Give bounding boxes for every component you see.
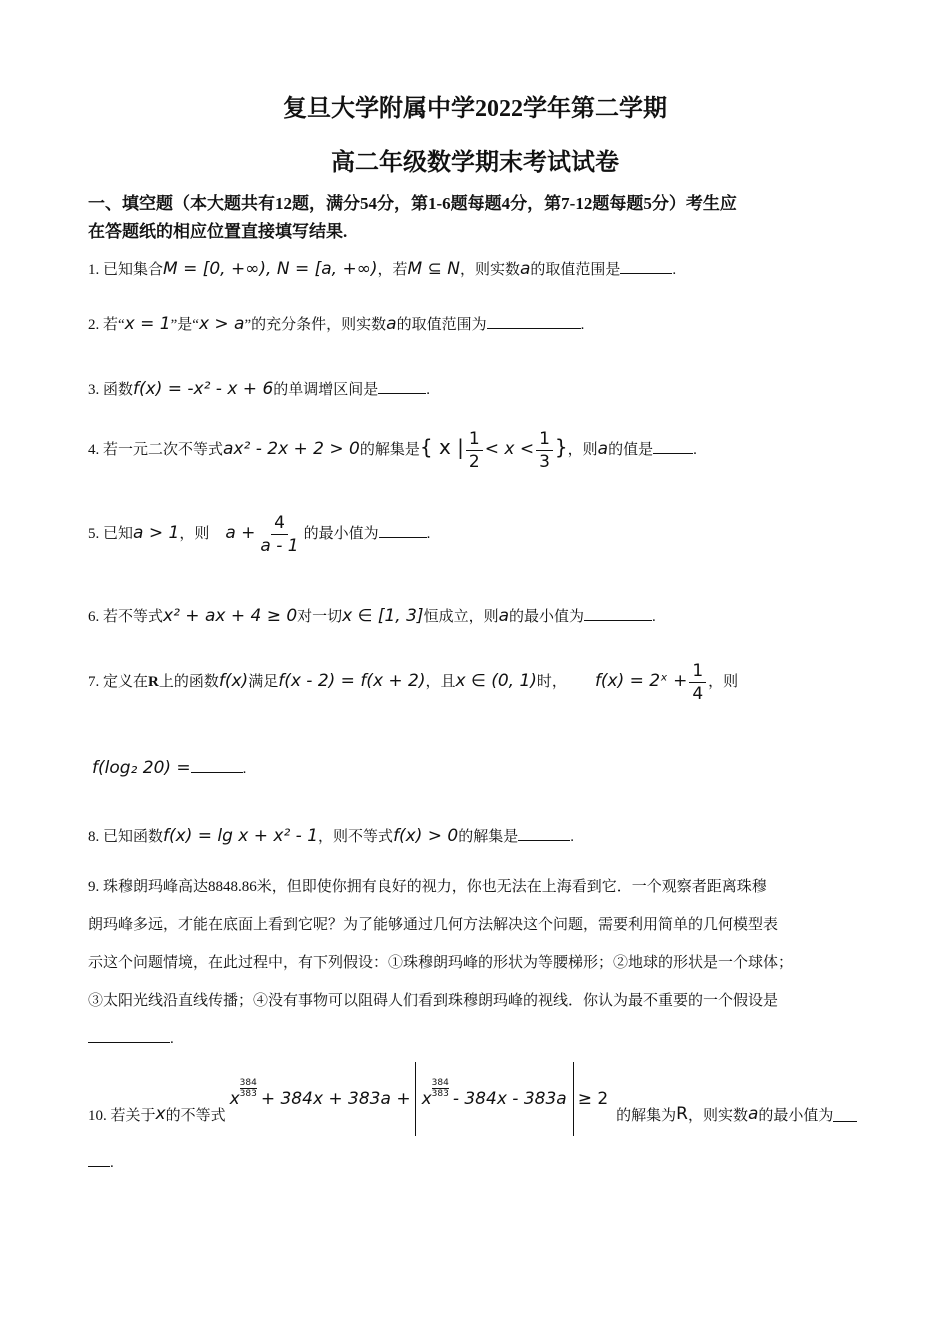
q9-line-3: 示这个问题情境，在此过程中，有下列假设：①珠穆朗玛峰的形状为等腰梯形；②地球的形状是一个球体； bbox=[88, 955, 794, 971]
question-7 bbox=[88, 660, 738, 705]
question-3 bbox=[88, 378, 430, 399]
q1-label: 1. 已知集合 bbox=[88, 262, 164, 278]
q9-line-2: 朗玛峰多远，才能在底面上看到它呢？为了能够通过几何方法解决这个问题，需要利用简单的几何模型表 bbox=[88, 917, 779, 933]
q4-text: 的解集是 bbox=[359, 441, 420, 458]
q4-label: 4. 若一元二次不等式 bbox=[88, 441, 224, 458]
q2-math-condition: x > a bbox=[198, 314, 245, 334]
q7-math-interval: x ∈ (0, 1) bbox=[455, 670, 537, 691]
q7-math-target: f(log₂ 20) = bbox=[92, 758, 191, 778]
q4-math-mid: < x < bbox=[484, 438, 535, 459]
q4-set-left: { x | bbox=[419, 434, 464, 459]
q5-math-expr: a + bbox=[225, 522, 256, 543]
q4-end: . bbox=[693, 441, 697, 458]
q10-label: 10. 若关于 bbox=[88, 1107, 156, 1124]
q7-text: 上的函数 bbox=[158, 673, 219, 690]
q4-fraction: $\frac{1}{2}$ bbox=[466, 428, 483, 473]
q6-text: 恒成立，则 bbox=[423, 609, 499, 625]
q7-text: 时， bbox=[536, 673, 567, 690]
q1-math-subset: M ⊆ N bbox=[407, 259, 460, 279]
q1-text: 的取值范围是 bbox=[530, 262, 621, 278]
answer-blank[interactable] bbox=[487, 314, 581, 329]
q4-math-inequality: ax² - 2x + 2 > 0 bbox=[223, 438, 360, 459]
q8-end: . bbox=[570, 829, 575, 845]
q6-var-a: a bbox=[498, 606, 509, 626]
q5-text: ，则 bbox=[179, 525, 210, 542]
q5-fraction: $\frac{4}{a - 1}$ bbox=[260, 513, 299, 556]
answer-blank[interactable] bbox=[833, 1107, 857, 1122]
title-school-term: 复旦大学附属中学2022学年第二学期 bbox=[283, 96, 667, 122]
q10-text: 的解集为 bbox=[616, 1107, 677, 1124]
answer-blank[interactable] bbox=[88, 1028, 170, 1043]
q7-real-set: R bbox=[148, 673, 159, 690]
q4-var-a: a bbox=[597, 438, 609, 459]
question-6 bbox=[88, 605, 656, 626]
q10-real-set: R bbox=[676, 1104, 688, 1124]
answer-blank[interactable] bbox=[378, 379, 426, 394]
q8-math-inequality: f(x) > 0 bbox=[393, 826, 459, 846]
q9-line-1: 9. 珠穆朗玛峰高达8848.86米，但即使你拥有良好的视力，你也无法在上海看到它．一个观察者距离珠穆 bbox=[88, 879, 767, 895]
question-2 bbox=[88, 313, 584, 334]
q2-math-condition: x = 1 bbox=[124, 314, 171, 334]
q7-label: 7. 定义在 bbox=[88, 673, 149, 690]
q1-var-a: a bbox=[519, 259, 531, 279]
q5-end: . bbox=[426, 525, 431, 542]
q7-math-periodic: f(x - 2) = f(x + 2) bbox=[278, 670, 426, 691]
answer-blank[interactable] bbox=[379, 523, 427, 538]
question-7-line-2 bbox=[92, 758, 246, 778]
q6-math-inequality: x² + ax + 4 ≥ 0 bbox=[163, 606, 298, 626]
q7-math-f: f(x) bbox=[218, 670, 249, 691]
q10-end: . bbox=[110, 1155, 114, 1171]
q7-text: 满足 bbox=[248, 673, 279, 690]
q2-label: 2. 若“ bbox=[88, 317, 125, 333]
q6-label: 6. 若不等式 bbox=[88, 609, 164, 625]
q7-text: ，且 bbox=[425, 673, 456, 690]
q10-var-x: x bbox=[155, 1104, 166, 1124]
answer-blank[interactable] bbox=[191, 758, 243, 773]
q8-text: ，则不等式 bbox=[318, 829, 394, 845]
q8-math-function: f(x) = lg x + x² - 1 bbox=[163, 826, 319, 846]
q1-end: . bbox=[672, 262, 677, 278]
q1-text: ，若 bbox=[377, 262, 408, 278]
question-1 bbox=[88, 258, 676, 279]
question-10 bbox=[88, 1062, 857, 1136]
q4-fraction: $\frac{1}{3}$ bbox=[536, 428, 553, 473]
q10-text: ，则实数 bbox=[687, 1107, 748, 1124]
q3-text: 的单调增区间是 bbox=[273, 382, 379, 398]
q3-label: 3. 函数 bbox=[88, 382, 134, 398]
answer-blank[interactable] bbox=[518, 826, 570, 841]
q9-line-4: ③太阳光线沿直线传播；④没有事物可以阻碍人们看到珠穆朗玛峰的视线．你认为最不重要的一个假设是 bbox=[88, 993, 779, 1009]
title-exam: 高二年级数学期末考试试卷 bbox=[331, 150, 619, 176]
section-line-2: 在答题纸的相应位置直接填写结果. bbox=[88, 222, 348, 241]
answer-blank[interactable] bbox=[584, 606, 652, 621]
section-line-1: 一、填空题（本大题共有12题，满分54分，第1-6题每题4分，第7-12题每题5分）考生应 bbox=[88, 194, 737, 213]
q7-math-definition: f(x) = 2ˣ + bbox=[594, 670, 688, 691]
q10-absolute-value: x 384 383 - 384x - 383a bbox=[415, 1062, 574, 1136]
q5-text: 的最小值为 bbox=[303, 525, 379, 542]
question-9 bbox=[88, 868, 868, 1058]
q8-text: 的解集是 bbox=[458, 829, 519, 845]
q10-var-a: a bbox=[748, 1104, 759, 1124]
question-10-line-2 bbox=[88, 1152, 114, 1172]
q3-end: . bbox=[426, 382, 431, 398]
q1-math-sets: M = [0, +∞), N = [a, +∞) bbox=[163, 259, 378, 279]
q10-text: 的不等式 bbox=[165, 1107, 226, 1124]
section-heading bbox=[88, 190, 868, 246]
q10-math-inequality: x 384 383 + 384x + 383a + x 384 383 - 384x - 383a ≥ 2 bbox=[230, 1062, 609, 1136]
answer-blank[interactable] bbox=[620, 259, 672, 274]
q1-text: ，则实数 bbox=[459, 262, 520, 278]
q7-text: ，则 bbox=[708, 673, 739, 690]
q6-text: 的最小值为 bbox=[509, 609, 585, 625]
q10-text: 的最小值为 bbox=[758, 1107, 834, 1124]
q2-text: ”的充分条件，则实数 bbox=[244, 317, 387, 333]
q7-end: . bbox=[242, 761, 247, 777]
q2-text: ”是“ bbox=[170, 317, 199, 333]
answer-blank[interactable] bbox=[88, 1152, 110, 1167]
q2-end: . bbox=[580, 317, 585, 333]
q4-text: 的值是 bbox=[608, 441, 654, 458]
question-4 bbox=[88, 428, 697, 473]
q2-var-a: a bbox=[386, 314, 397, 334]
question-8 bbox=[88, 825, 574, 846]
q5-label: 5. 已知 bbox=[88, 525, 134, 542]
q4-text: ，则 bbox=[567, 441, 598, 458]
q9-end: . bbox=[170, 1031, 174, 1047]
q7-fraction: $\frac{1}{4}$ bbox=[689, 660, 706, 705]
q6-math-interval: x ∈ [1, 3] bbox=[342, 606, 424, 626]
q4-set-right: } bbox=[554, 434, 568, 459]
q6-end: . bbox=[652, 609, 656, 625]
q8-label: 8. 已知函数 bbox=[88, 829, 164, 845]
q3-math-function: f(x) = -x² - x + 6 bbox=[133, 379, 274, 399]
q2-text: 的取值范围为 bbox=[396, 317, 487, 333]
answer-blank[interactable] bbox=[653, 439, 693, 454]
question-5 bbox=[88, 512, 430, 557]
q5-math-condition: a > 1 bbox=[133, 522, 180, 543]
q6-text: 对一切 bbox=[297, 609, 343, 625]
